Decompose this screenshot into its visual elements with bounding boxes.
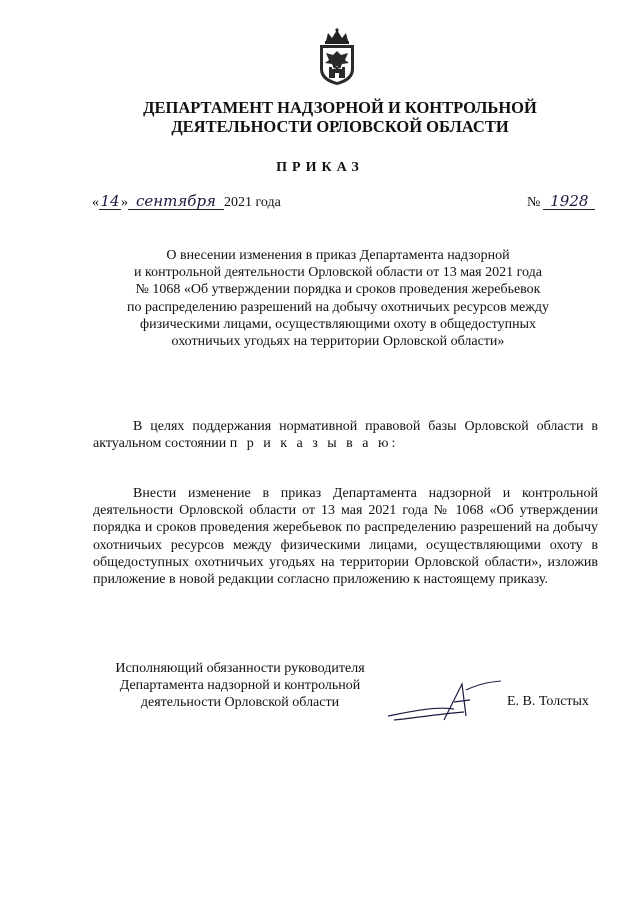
- signatory-title-line: Департамента надзорной и контрольной: [119, 678, 361, 694]
- subject-line: по распределению разрешений на добычу охотничьих ресурсов между: [127, 299, 549, 315]
- signatory-title: [95, 660, 385, 712]
- preamble-text: В целях поддержания нормативной правовой базы Орловской области в актуальном состоянии: [93, 419, 598, 452]
- subject-line: № 1068 «Об утверждении порядка и сроков проведения жеребьевок: [135, 282, 541, 298]
- department-name: [90, 98, 590, 136]
- order-day: 14: [100, 192, 120, 210]
- coat-of-arms-icon: [314, 27, 360, 87]
- quote-open: «: [92, 195, 99, 210]
- subject-line: охотничьих угодьях на территории Орловской области»: [171, 334, 505, 350]
- number-prefix: №: [527, 195, 541, 210]
- document-type: ПРИКАЗ: [276, 160, 364, 175]
- order-date: [92, 193, 281, 211]
- order-year: 2021 года: [224, 195, 281, 210]
- preamble-paragraph: [93, 418, 598, 452]
- subject-line: О внесении изменения в приказ Департамента надзорной: [166, 248, 510, 263]
- department-name-line1: ДЕПАРТАМЕНТ НАДЗОРНОЙ И КОНТРОЛЬНОЙ: [143, 98, 537, 117]
- subject-line: физическими лицами, осуществляющими охоту в общедоступных: [140, 316, 536, 332]
- order-month: сентября: [128, 193, 224, 210]
- signatory-name: Е. В. Толстых: [507, 694, 589, 709]
- order-number: [527, 193, 595, 211]
- department-name-line2: ДЕЯТЕЛЬНОСТИ ОРЛОВСКОЙ ОБЛАСТИ: [171, 117, 509, 136]
- order-word: п р и к а з ы в а ю:: [229, 436, 399, 452]
- subject-line: и контрольной деятельности Орловской области от 13 мая 2021 года: [134, 265, 542, 281]
- signatory-title-line: деятельности Орловской области: [140, 695, 340, 711]
- signatory-title-line: Исполняющий обязанности руководителя: [115, 661, 365, 676]
- handwritten-signature-icon: [384, 676, 504, 726]
- order-number-value: 1928: [543, 193, 595, 210]
- quote-close: »: [121, 195, 128, 210]
- order-body-paragraph: Внести изменение в приказ Департамента надзорной и контрольной деятельности Орловской области от 13 мая 2021 года № 1068 «Об утверждении порядка и сроков проведения жеребьевок по распределению разрешений на добычу охотничьих ресурсов между физическими лицами, осуществляющими охоту в общедоступных охотничьих угодьях на территории Орловской области», изложив приложение в новой редакции согласно приложению к настоящему приказу.: [93, 486, 598, 588]
- order-subject: [105, 247, 571, 350]
